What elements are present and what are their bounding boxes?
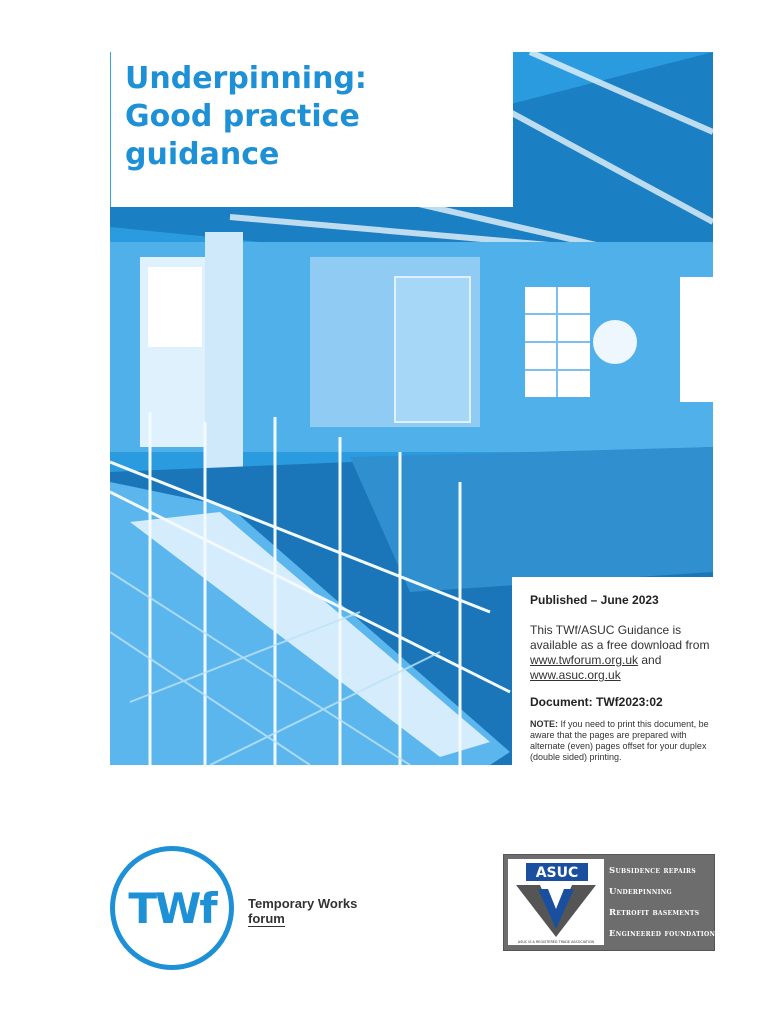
document-title: [111, 52, 513, 174]
title-line-1: Underpinning:: [125, 61, 367, 96]
asuc-link[interactable]: www.asuc.org.uk: [530, 668, 621, 682]
twf-circle-icon: [110, 846, 234, 970]
availability-sentence: This TWf/ASUC Guidance is available as a free download from: [530, 623, 710, 652]
asuc-service-item: Underpinning: [609, 887, 672, 897]
asuc-acronym: ASUC: [535, 865, 579, 881]
twf-logo: [110, 846, 400, 972]
asuc-emblem-icon: [508, 859, 604, 945]
publication-info: [512, 577, 713, 765]
note-text: If you need to print this document, be aware that the pages are prepared with alternate (even) pages offset for your duplex (double sided) printing.: [530, 719, 709, 762]
title-line-2: Good practice: [125, 99, 360, 134]
availability-text: [530, 623, 713, 683]
publication-date: Published – June 2023: [530, 593, 659, 607]
print-note: [530, 719, 713, 763]
twf-mark: TWf: [128, 883, 216, 933]
and-text: and: [638, 653, 662, 667]
asuc-logo: [503, 854, 720, 951]
note-label: NOTE:: [530, 719, 558, 729]
twf-name-line-1: Temporary Works: [248, 896, 358, 911]
asuc-tagline: ASUC IS A REGISTERED TRADE ASSOCIATION: [517, 940, 595, 944]
asuc-service-item: Subsidence repairs: [609, 866, 696, 876]
asuc-services: [609, 861, 720, 945]
document-number: Document: TWf2023:02: [530, 695, 663, 709]
twf-name-line-2: forum: [248, 911, 285, 926]
twforum-link[interactable]: www.twforum.org.uk: [530, 653, 639, 667]
asuc-service-item: Engineered foundations: [609, 929, 720, 939]
title-panel: [110, 52, 513, 207]
twf-name: [248, 896, 357, 927]
title-line-3: guidance: [125, 137, 280, 172]
asuc-service-item: Retrofit basements: [609, 908, 700, 918]
